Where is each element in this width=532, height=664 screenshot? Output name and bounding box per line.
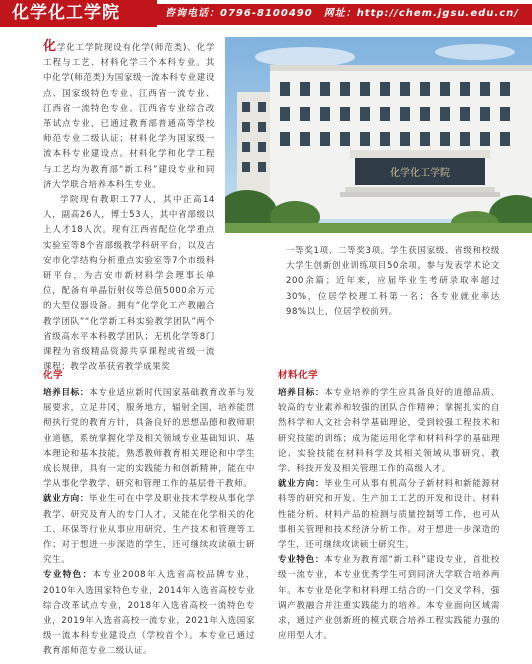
intro-left-column [43,39,215,375]
chemistry-section [43,369,255,660]
title-banner [0,0,157,27]
intro-paragraph-2: 学院现有教职工77人，其中正高14人，副高26人，博士53人，其中省部级以上人才18人次。现有江西省配位化学重点实验室等8个省部级教学科研平台，以及吉安市化学结构分析重点实验室等7个市级科研平台，为吉安市新材料学会理事长单位，配备有单晶衍射仪等总值5000余万元的大型仪器设备。拥有“化学化工产教融合教学团队”“化学新工科实验教学团队”两个省级高水平本科教学团队；无机化学等8门课程为省级精品资源共享课程或省级一流课程；教学改革获省教学成果奖 [43,195,215,373]
campus-photo [225,37,532,233]
chemistry-feature: 专业特色：本专业2008年入选省高校品牌专业，2010年入选国家特色专业，2014年入选省高校专业综合改革试点专业，2018年入选省高校一流特色专业，2019年入选省高校一流专业，2021年入选国家级一流本科专业建设点（学校首个）。本专业已通过教育部师范专业二级认证。 [43,570,255,657]
chemistry-title: 化学 [43,370,64,381]
contact-info: 咨询电话：0796-8100490 网址：http://chem.jgsu.edu.cn/ [165,8,519,19]
materials-goal: 培养目标：本专业培养的学生应具备良好的道德品质、较高的专业素养和较强的团队合作精神；掌握扎实的自然科学和人文社会科学基础理论，受到较强工程技术和研究技能的训练；成为能运用化学和材料科学的基础理论、实验技能在材料科学及其相关领域从事研究、教学、科技开发及相关管理工作的高级人才。 [278,388,500,475]
dropcap: 化 [43,39,57,54]
materials-title: 材料化学 [278,370,319,381]
contact-banner [157,4,532,25]
materials-career: 就业方向：毕业生可从事有机高分子新材料和新能源材料等的研究和开发、生产加工工艺的开发和设计、材料性能分析、材料产品的检测与质量控制等工作，也可从事相关管理和技术经济分析工作。对于想进一步深造的学生，还可继续攻读硕士研究生。 [278,479,500,551]
materials-feature: 专业特色：本专业为教育部“新工科”建设专业，首批校级一流专业，本专业优秀学生可到同济大学联合培养两年。本专业是化学和材料理工结合的一门交叉学科，强调产教融合并注重实践能力的培养。本专业面向区域需求，通过产业创新班的模式联合培养工程实践能力强的应用型人才。 [278,555,500,642]
materials-section [278,369,500,644]
chemistry-career: 就业方向：毕业生可在中学及职业技术学校从事化学教学、研究及育人的专门人才，又能在化学相关的化工、环保等行业从事应用研究、生产技术和管理等工作；对于想进一步深造的学生，还可继续攻读硕士研究生。 [43,494,255,566]
page-title: 化学化工学院 [12,3,120,23]
chemistry-goal: 培养目标：本专业适应新时代国家基础教育改革与发展要求，立足井冈，服务地方，辐射全国，培养能贯彻执行党的教育方针，具备良好的思想品德和教师职业道德，系统掌握化学及相关领域专业基础知识、基本理论和基本技能，熟悉教师教育相关理论和中学生成长规律，具有一定的实践能力和创新精神，能在中学从事化学教学、研究和管理工作的基层骨干教师。 [43,388,255,490]
building-sign: 化学化工学院 [390,168,450,179]
building-illustration [225,37,532,233]
intro-paragraph-3: 一等奖1项、二等奖3项。学生获国家级、省级和校级大学生创新创业训练项目50余项，参与发表学术论文200余篇；近年来，应届毕业生考研录取率超过30%，位居学校理工科第一名；各专业就业率达98%以上，位居学校前列。 [286,246,500,317]
page-header [0,0,532,27]
intro-right-column [286,244,500,320]
intro-paragraph-1: 化学化工学院现设有化学(师范类)、化学工程与工艺、材料化学三个本科专业。其中化学(师范类)为国家级一流本科专业建设点、国家级特色专业、江西省一流专业、江西省一流特色专业、江西省专业综合改革试点专业，已通过教育部普通高等学校师范专业二级认证；材料化学为国家级一流本科专业建设点。材料化学和化学工程与工艺均为教育部“新工科”建设专业和同济大学联合培养本科生专业。 [43,39,216,190]
